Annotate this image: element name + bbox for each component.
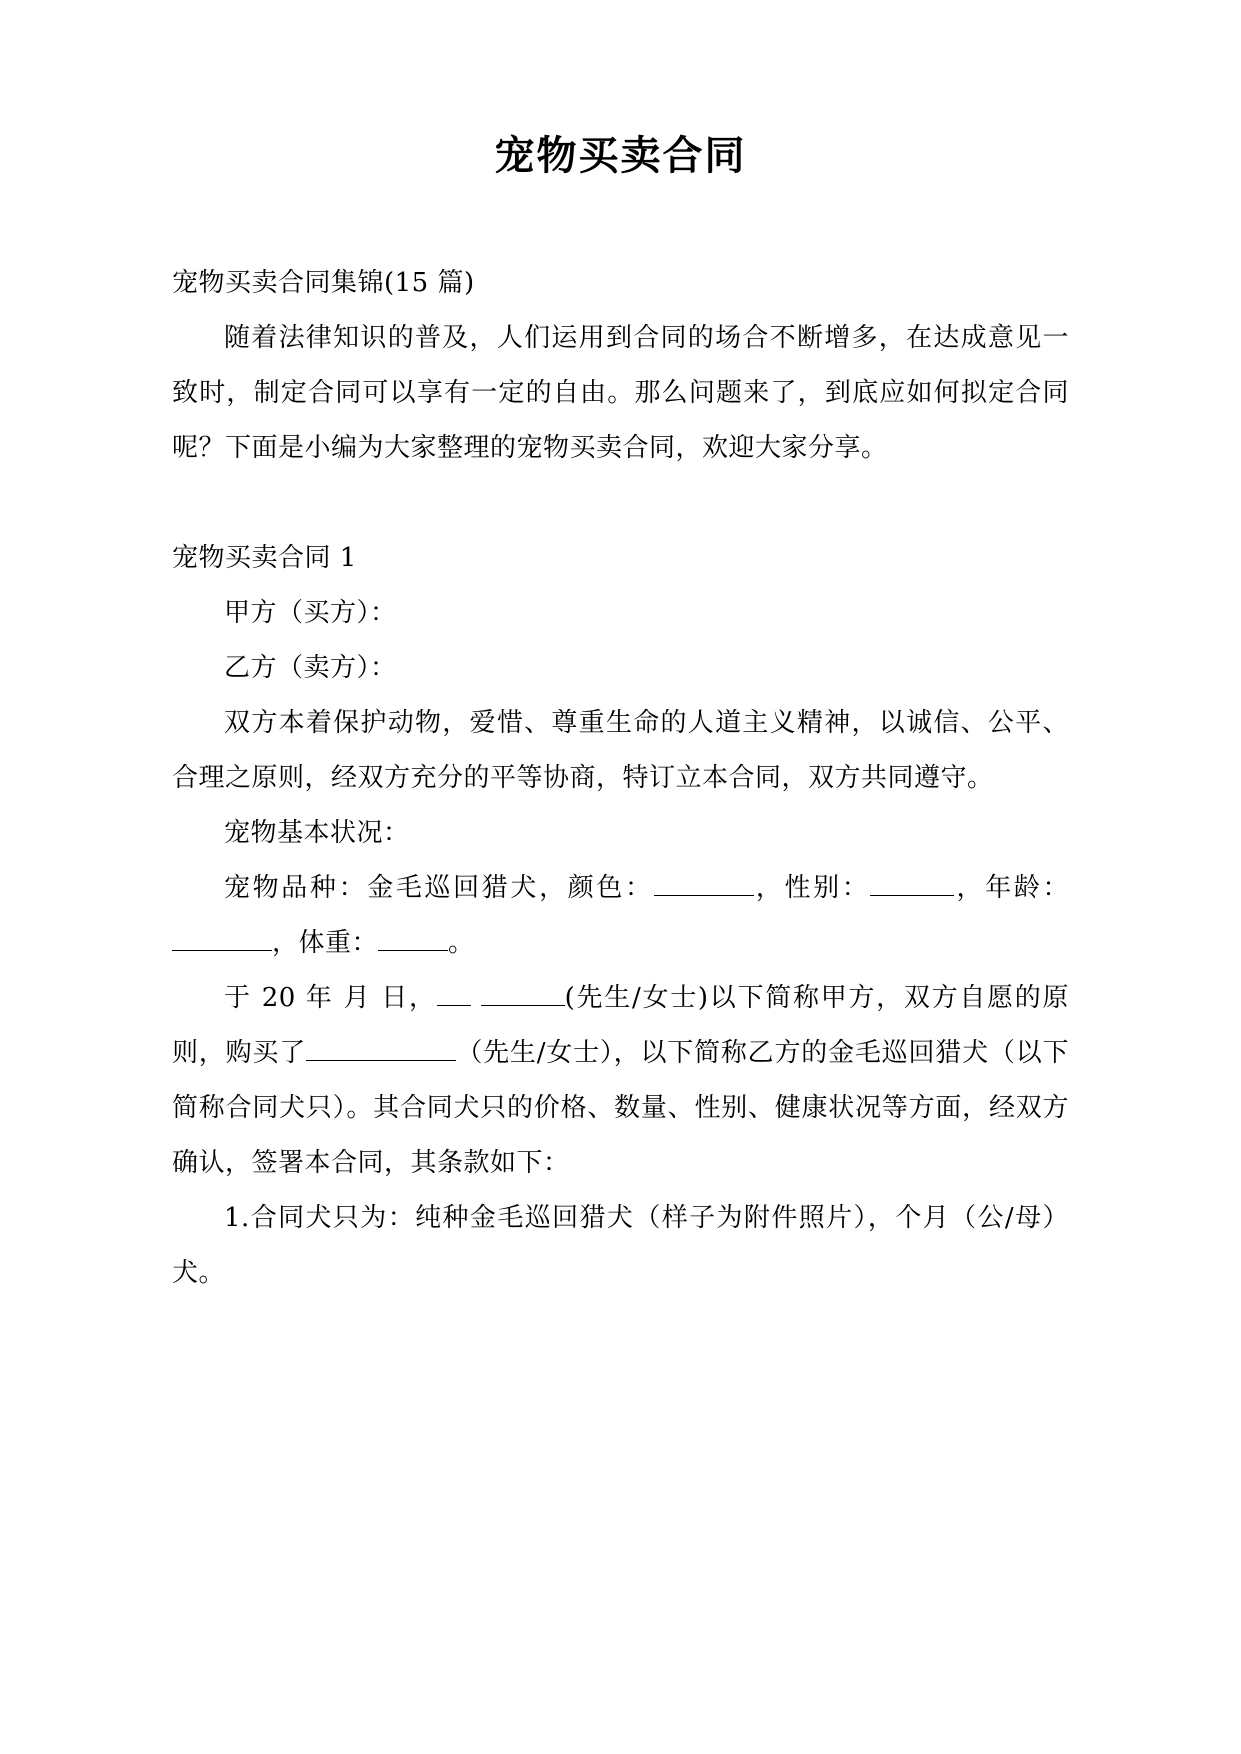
separator-4: ， [272,928,299,958]
paragraph-date-fillin [172,971,1069,1191]
label-breed: 宠物品种： [224,873,368,903]
blank-name-prefix-field[interactable] [437,1005,471,1006]
blank-age-field[interactable] [172,950,272,951]
paragraph-intro: 随着法律知识的普及，人们运用到合同的场合不断增多，在达成意见一致时，制定合同可以享有一定的自由。那么问题来了，到底应如何拟定合同呢？下面是小编为大家整理的宠物买卖合同，欢迎大家分享。 [172,323,1069,463]
section-heading: 宠物买卖合同 1 [172,543,357,573]
label-color: 颜色： [567,873,654,903]
label-gender: 性别： [784,873,871,903]
label-weight: 体重： [298,928,379,958]
blank-weight-field[interactable] [378,950,448,951]
page-title: 宠物买卖合同 [494,133,747,179]
blank-buyer-name-field[interactable] [481,1005,565,1006]
date-line-part-2: (先生/女士)以下简称甲方，双方自愿的原则，购买了 [172,983,1069,1068]
blank-gender-field[interactable] [870,895,954,896]
date-line-part-3: （先生/女士），以下简称乙方的金毛巡回猎犬（以下简称合同犬只）。其合同犬只的价格、数量、性别、健康状况等方面，经双方确认，签署本合同，其条款如下： [172,1038,1069,1178]
separator-1: ， [539,873,568,903]
separator-3: ， [954,873,986,903]
paragraph-clause-1: 1.合同犬只为：纯种金毛巡回猎犬（样子为附件照片），个月（公/母）犬。 [172,1203,1069,1288]
sentence-end-mark: 。 [448,928,475,958]
date-line-part-1: 于 20 年 月 日， [224,983,437,1013]
value-breed: 金毛巡回猎犬 [367,873,540,903]
paragraph-pet-info-fillin [172,861,1069,971]
separator-2: ， [753,873,785,903]
paragraph-subtitle: 宠物买卖合同集锦(15 篇) [172,268,475,298]
document-body [172,256,1069,1301]
paragraph-pet-basic-heading: 宠物基本状况： [224,818,410,848]
paragraph-party-a: 甲方（买方）： [224,598,397,628]
paragraph-party-b: 乙方（卖方）： [224,653,397,683]
blank-seller-name-field[interactable] [306,1060,456,1061]
paragraph-preamble: 双方本着保护动物，爱惜、尊重生命的人道主义精神，以诚信、公平、合理之原则，经双方充分的平等协商，特订立本合同，双方共同遵守。 [172,708,1069,793]
blank-color-field[interactable] [654,895,754,896]
label-age: 年龄： [985,873,1069,903]
